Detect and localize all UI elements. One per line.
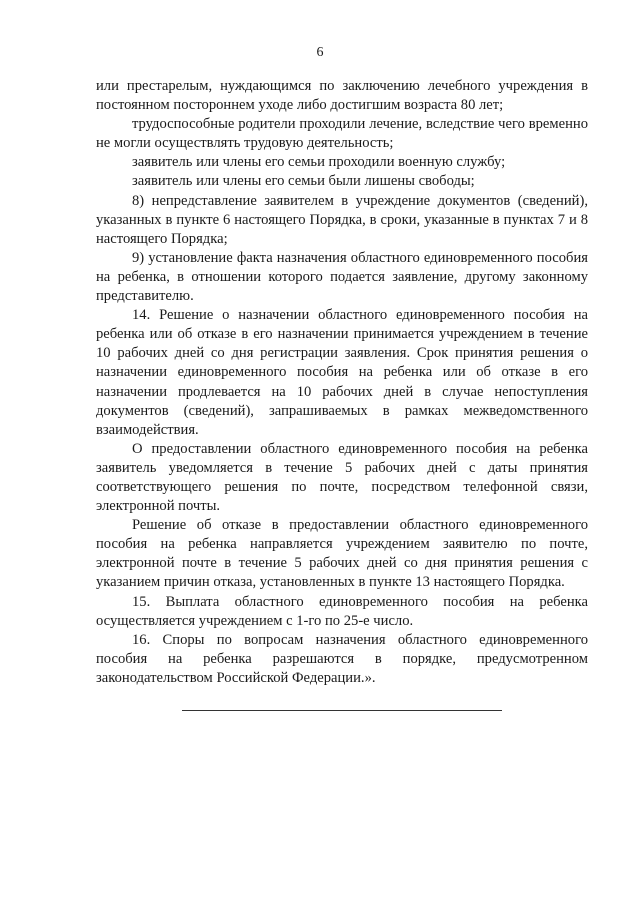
document-body bbox=[96, 77, 588, 688]
paragraph-parents-treatment: трудоспособные родители проходили лечение, вследствие чего временно не могли осуществлять трудовую деятельность; bbox=[96, 116, 588, 152]
paragraph-item-8: 8) непредставление заявителем в учреждение документов (сведений), указанных в пункте 6 настоящего Порядка, в сроки, указанные в пунктах 7 и 8 настоящего Порядка; bbox=[96, 192, 588, 247]
paragraph-deprived-freedom: заявитель или члены его семьи были лишены свободы; bbox=[132, 173, 475, 190]
paragraph-section-15: 15. Выплата областного единовременного пособия на ребенка осуществляется учреждением с 1-го по 25-е число. bbox=[96, 593, 588, 629]
paragraph-section-14: 14. Решение о назначении областного единовременного пособия на ребенка или об отказе в его назначении принимается учреждением в течение 10 рабочих дней со дня регистрации заявления. Срок принятия решения о назначении единовременного пособия на ребенка или об отказе в его назначении продлевается на 10 рабочих дней в случае непоступления документов (сведений), запрашиваемых в рамках межведомственного взаимодействия. bbox=[96, 307, 588, 438]
paragraph-military-service: заявитель или члены его семьи проходили военную службу; bbox=[132, 154, 506, 171]
end-separator-line bbox=[182, 710, 502, 711]
paragraph-item-9: 9) установление факта назначения областного единовременного пособия на ребенка, в отношении которого подается заявление, другому законному представителю. bbox=[96, 249, 588, 305]
paragraph-refusal: Решение об отказе в предоставлении областного единовременного пособия на ребенка направляется учреждением заявителю по почте, электронной почте в течение 5 рабочих дней со дня принятия решения с указанием причин отказа, установленных в пункте 13 настоящего Порядка. bbox=[96, 517, 588, 591]
page-number: 6 bbox=[316, 45, 324, 60]
paragraph-section-16: 16. Споры по вопросам назначения областного единовременного пособия на ребенка разрешаются в порядке, предусмотренном законодательством Российской Федерации.». bbox=[96, 631, 588, 686]
paragraph-notification: О предоставлении областного единовременного пособия на ребенка заявитель уведомляется в течение 5 рабочих дней с даты принятия соответствующего решения по почте, посредством телефонной связи, электронной почты. bbox=[96, 440, 588, 515]
paragraph-continuation: или престарелым, нуждающимся по заключению лечебного учреждения в постоянном постороннем уходе либо достигшим возраста 80 лет; bbox=[96, 78, 588, 114]
